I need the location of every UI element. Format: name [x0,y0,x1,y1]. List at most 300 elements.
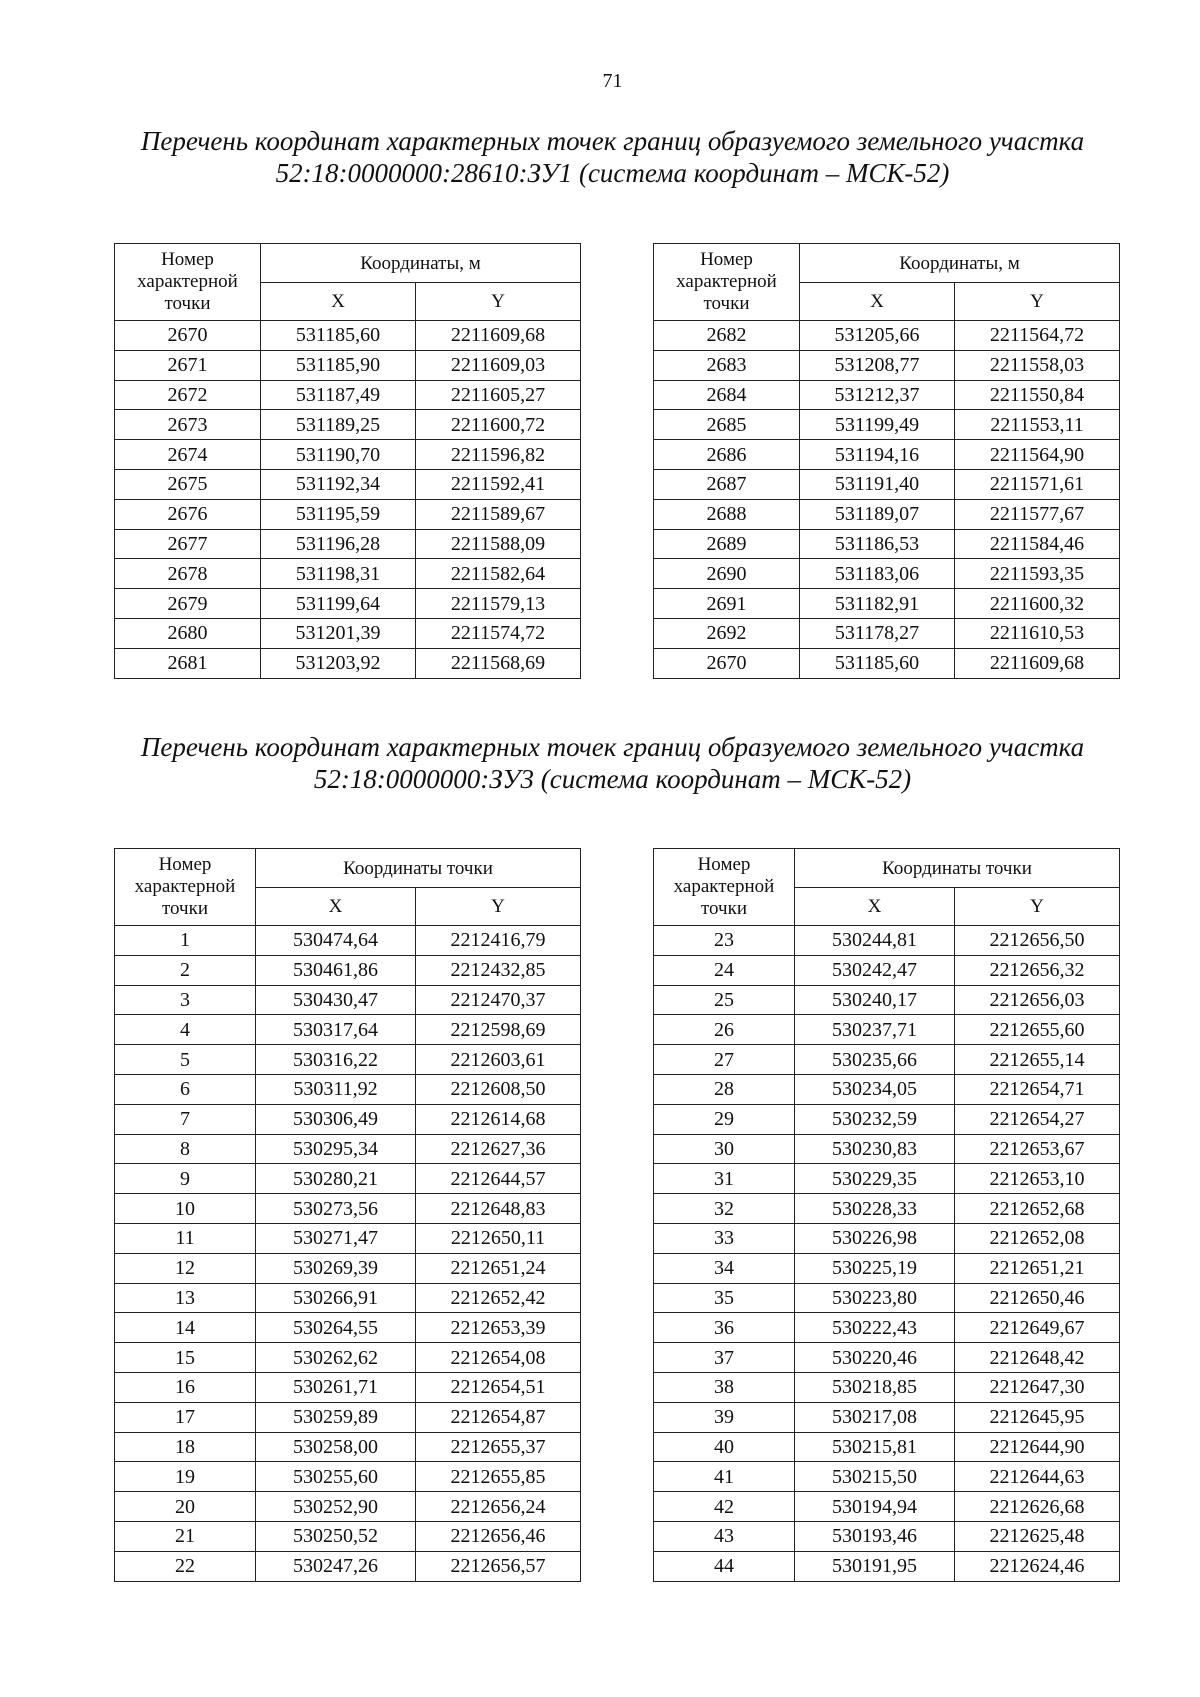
x-cell: 531186,53 [800,529,955,559]
x-cell: 530269,39 [256,1253,416,1283]
x-cell: 531187,49 [261,380,416,410]
y-cell: 2211589,67 [416,499,581,529]
header-x: X [256,888,416,926]
y-cell: 2211588,09 [416,529,581,559]
y-cell: 2212653,39 [416,1313,581,1343]
y-cell: 2212644,63 [955,1462,1120,1492]
point-number-cell: 2689 [654,529,800,559]
y-cell: 2212652,08 [955,1223,1120,1253]
point-number-cell: 17 [115,1402,256,1432]
x-cell: 531196,28 [261,529,416,559]
table-row [654,955,1120,985]
x-cell: 530193,46 [795,1521,955,1551]
y-cell: 2212649,67 [955,1313,1120,1343]
x-cell: 530273,56 [256,1194,416,1224]
table-row [115,1074,581,1104]
x-cell: 530262,62 [256,1343,416,1373]
header-y: Y [416,283,581,321]
point-number-cell: 2683 [654,350,800,380]
point-number-cell: 34 [654,1253,795,1283]
point-number-cell: 10 [115,1194,256,1224]
x-cell: 530252,90 [256,1492,416,1522]
x-cell: 530474,64 [256,926,416,956]
table-row [115,469,581,499]
point-number-cell: 8 [115,1134,256,1164]
point-number-cell: 2678 [115,559,261,589]
y-cell: 2211584,46 [955,529,1120,559]
x-cell: 530261,71 [256,1372,416,1402]
table-row [115,350,581,380]
table-row [654,1372,1120,1402]
point-number-cell: 39 [654,1402,795,1432]
point-number-cell: 44 [654,1551,795,1581]
y-cell: 2212470,37 [416,985,581,1015]
point-number-cell: 30 [654,1134,795,1164]
y-cell: 2212625,48 [955,1521,1120,1551]
y-cell: 2212656,03 [955,985,1120,1015]
point-number-cell: 31 [654,1164,795,1194]
x-cell: 530229,35 [795,1164,955,1194]
y-cell: 2212598,69 [416,1015,581,1045]
y-cell: 2212624,46 [955,1551,1120,1581]
table-row [654,1492,1120,1522]
y-cell: 2211593,35 [955,559,1120,589]
y-cell: 2212603,61 [416,1045,581,1075]
point-number-cell: 2682 [654,321,800,351]
point-number-cell: 27 [654,1045,795,1075]
table-row [654,1521,1120,1551]
table-row [654,1432,1120,1462]
y-cell: 2212656,57 [416,1551,581,1581]
x-cell: 530218,85 [795,1372,955,1402]
x-cell: 530237,71 [795,1015,955,1045]
table-row [115,1551,581,1581]
table-row [115,1462,581,1492]
x-cell: 531182,91 [800,589,955,619]
x-cell: 530316,22 [256,1045,416,1075]
table-row [654,1074,1120,1104]
table-row [654,499,1120,529]
table-row [654,1104,1120,1134]
point-number-cell: 43 [654,1521,795,1551]
x-cell: 531192,34 [261,469,416,499]
y-cell: 2212644,57 [416,1164,581,1194]
table-row [654,618,1120,648]
point-number-cell: 2690 [654,559,800,589]
table-row [654,1223,1120,1253]
table-row [654,321,1120,351]
point-number-cell: 2675 [115,469,261,499]
point-number-cell: 42 [654,1492,795,1522]
point-number-cell: 28 [654,1074,795,1104]
point-number-cell: 2684 [654,380,800,410]
y-cell: 2211609,03 [416,350,581,380]
x-cell: 531183,06 [800,559,955,589]
point-number-cell: 2686 [654,440,800,470]
y-cell: 2212645,95 [955,1402,1120,1432]
x-cell: 530240,17 [795,985,955,1015]
x-cell: 531212,37 [800,380,955,410]
table-row [115,1045,581,1075]
x-cell: 531195,59 [261,499,416,529]
header-x: X [795,888,955,926]
table-row [654,1343,1120,1373]
table-row [654,529,1120,559]
x-cell: 531201,39 [261,618,416,648]
y-cell: 2212656,50 [955,926,1120,956]
coords-table-2-right [653,848,1120,1582]
point-number-cell: 21 [115,1521,256,1551]
table-row [654,1164,1120,1194]
x-cell: 530226,98 [795,1223,955,1253]
header-point-number: Номер характерной точки [654,849,795,926]
table-row [654,440,1120,470]
x-cell: 530280,21 [256,1164,416,1194]
point-number-cell: 12 [115,1253,256,1283]
y-cell: 2212644,90 [955,1432,1120,1462]
point-number-cell: 6 [115,1074,256,1104]
point-number-cell: 14 [115,1313,256,1343]
table-row [115,1313,581,1343]
point-number-cell: 2670 [115,321,261,351]
point-number-cell: 15 [115,1343,256,1373]
table-row [115,410,581,440]
table-row [115,1134,581,1164]
y-cell: 2211605,27 [416,380,581,410]
y-cell: 2212656,46 [416,1521,581,1551]
table-row [654,926,1120,956]
x-cell: 531203,92 [261,648,416,678]
table-row [115,1432,581,1462]
table-body [115,321,581,679]
x-cell: 530306,49 [256,1104,416,1134]
x-cell: 530223,80 [795,1283,955,1313]
x-cell: 530194,94 [795,1492,955,1522]
table-row [654,1402,1120,1432]
header-y: Y [416,888,581,926]
coords-table-1-left [114,243,581,679]
y-cell: 2212648,42 [955,1343,1120,1373]
table-row [115,589,581,619]
y-cell: 2212655,37 [416,1432,581,1462]
table-row [654,559,1120,589]
header-point-number: Номер характерной точки [654,244,800,321]
point-number-cell: 32 [654,1194,795,1224]
point-number-cell: 7 [115,1104,256,1134]
y-cell: 2212652,68 [955,1194,1120,1224]
point-number-cell: 4 [115,1015,256,1045]
y-cell: 2211577,67 [955,499,1120,529]
table-row [115,618,581,648]
x-cell: 530295,34 [256,1134,416,1164]
point-number-cell: 2691 [654,589,800,619]
y-cell: 2212626,68 [955,1492,1120,1522]
table-row [115,926,581,956]
table-row [115,1015,581,1045]
y-cell: 2211571,61 [955,469,1120,499]
y-cell: 2211579,13 [416,589,581,619]
x-cell: 530250,52 [256,1521,416,1551]
table-body [115,926,581,1582]
point-number-cell: 2679 [115,589,261,619]
point-number-cell: 2672 [115,380,261,410]
section-title-2-line-1: Перечень координат характерных точек границ образуемого земельного участка [140,732,1085,762]
table-row [115,529,581,559]
x-cell: 530259,89 [256,1402,416,1432]
point-number-cell: 2670 [654,648,800,678]
x-cell: 531208,77 [800,350,955,380]
y-cell: 2212653,10 [955,1164,1120,1194]
section-title-2-line-2: 52:18:0000000:ЗУ3 (система координат – МСК-52) [313,764,912,794]
y-cell: 2212654,51 [416,1372,581,1402]
x-cell: 530430,47 [256,985,416,1015]
section-title-2 [0,731,1200,795]
x-cell: 530234,05 [795,1074,955,1104]
y-cell: 2211609,68 [416,321,581,351]
table-row [115,440,581,470]
table-row [115,1492,581,1522]
y-cell: 2212655,60 [955,1015,1120,1045]
x-cell: 531194,16 [800,440,955,470]
section-title-1-line-2: 52:18:0000000:28610:ЗУ1 (система координат – МСК-52) [275,158,950,188]
x-cell: 530215,50 [795,1462,955,1492]
table-row [654,410,1120,440]
point-number-cell: 2674 [115,440,261,470]
y-cell: 2211558,03 [955,350,1120,380]
x-cell: 530242,47 [795,955,955,985]
y-cell: 2212655,85 [416,1462,581,1492]
y-cell: 2211564,90 [955,440,1120,470]
x-cell: 530222,43 [795,1313,955,1343]
x-cell: 530317,64 [256,1015,416,1045]
point-number-cell: 24 [654,955,795,985]
y-cell: 2211568,69 [416,648,581,678]
y-cell: 2212655,14 [955,1045,1120,1075]
section-title-1-line-1: Перечень координат характерных точек границ образуемого земельного участка [140,126,1085,156]
point-number-cell: 33 [654,1223,795,1253]
table-row [654,1283,1120,1313]
point-number-cell: 2688 [654,499,800,529]
y-cell: 2212656,32 [955,955,1120,985]
x-cell: 530255,60 [256,1462,416,1492]
y-cell: 2211550,84 [955,380,1120,410]
y-cell: 2212650,11 [416,1223,581,1253]
y-cell: 2212650,46 [955,1283,1120,1313]
y-cell: 2212651,21 [955,1253,1120,1283]
point-number-cell: 20 [115,1492,256,1522]
y-cell: 2212432,85 [416,955,581,985]
point-number-cell: 1 [115,926,256,956]
x-cell: 531198,31 [261,559,416,589]
point-number-cell: 29 [654,1104,795,1134]
y-cell: 2211610,53 [955,618,1120,648]
table-row [654,1313,1120,1343]
x-cell: 530461,86 [256,955,416,985]
point-number-cell: 2673 [115,410,261,440]
y-cell: 2212627,36 [416,1134,581,1164]
section-title-1 [0,125,1200,189]
x-cell: 530264,55 [256,1313,416,1343]
x-cell: 531185,60 [261,321,416,351]
y-cell: 2212654,08 [416,1343,581,1373]
point-number-cell: 2692 [654,618,800,648]
y-cell: 2212656,24 [416,1492,581,1522]
point-number-cell: 2681 [115,648,261,678]
point-number-cell: 26 [654,1015,795,1045]
y-cell: 2212654,27 [955,1104,1120,1134]
x-cell: 530258,00 [256,1432,416,1462]
point-number-cell: 36 [654,1313,795,1343]
point-number-cell: 35 [654,1283,795,1313]
x-cell: 530244,81 [795,926,955,956]
table-row [115,1253,581,1283]
table-row [115,985,581,1015]
table-row [115,499,581,529]
table-row [115,380,581,410]
y-cell: 2211609,68 [955,648,1120,678]
table-row [654,1134,1120,1164]
y-cell: 2212608,50 [416,1074,581,1104]
y-cell: 2211574,72 [416,618,581,648]
point-number-cell: 18 [115,1432,256,1462]
x-cell: 530311,92 [256,1074,416,1104]
y-cell: 2212416,79 [416,926,581,956]
x-cell: 530217,08 [795,1402,955,1432]
point-number-cell: 13 [115,1283,256,1313]
header-x: X [800,283,955,321]
point-number-cell: 2671 [115,350,261,380]
table-row [654,1015,1120,1045]
header-coordinates: Координаты точки [256,849,581,888]
header-coordinates: Координаты, м [261,244,581,283]
point-number-cell: 9 [115,1164,256,1194]
table-body [654,926,1120,1582]
y-cell: 2212654,87 [416,1402,581,1432]
x-cell: 530225,19 [795,1253,955,1283]
point-number-cell: 19 [115,1462,256,1492]
x-cell: 530266,91 [256,1283,416,1313]
table-row [115,1402,581,1432]
y-cell: 2211596,82 [416,440,581,470]
point-number-cell: 2687 [654,469,800,499]
table-row [115,1343,581,1373]
x-cell: 531199,49 [800,410,955,440]
page-number: 71 [602,70,623,92]
header-x: X [261,283,416,321]
x-cell: 531191,40 [800,469,955,499]
point-number-cell: 22 [115,1551,256,1581]
table-row [654,1045,1120,1075]
x-cell: 531199,64 [261,589,416,619]
y-cell: 2212647,30 [955,1372,1120,1402]
table-row [115,648,581,678]
x-cell: 530215,81 [795,1432,955,1462]
point-number-cell: 2 [115,955,256,985]
header-y: Y [955,283,1120,321]
table-row [115,1372,581,1402]
point-number-cell: 37 [654,1343,795,1373]
table-row [654,469,1120,499]
table-row [115,1104,581,1134]
x-cell: 531185,60 [800,648,955,678]
header-coordinates: Координаты точки [795,849,1120,888]
x-cell: 530230,83 [795,1134,955,1164]
y-cell: 2211564,72 [955,321,1120,351]
x-cell: 530220,46 [795,1343,955,1373]
x-cell: 530271,47 [256,1223,416,1253]
table-row [654,985,1120,1015]
header-point-number: Номер характерной точки [115,849,256,926]
y-cell: 2211592,41 [416,469,581,499]
x-cell: 530235,66 [795,1045,955,1075]
header-coordinates: Координаты, м [800,244,1120,283]
x-cell: 531189,07 [800,499,955,529]
x-cell: 530228,33 [795,1194,955,1224]
point-number-cell: 41 [654,1462,795,1492]
point-number-cell: 16 [115,1372,256,1402]
y-cell: 2212652,42 [416,1283,581,1313]
y-cell: 2211600,72 [416,410,581,440]
header-y: Y [955,888,1120,926]
table-row [115,321,581,351]
table-row [654,1551,1120,1581]
coords-table-2-left [114,848,581,1582]
table-row [654,1462,1120,1492]
y-cell: 2211600,32 [955,589,1120,619]
x-cell: 531185,90 [261,350,416,380]
table-row [115,559,581,589]
point-number-cell: 2680 [115,618,261,648]
x-cell: 530232,59 [795,1104,955,1134]
y-cell: 2211582,64 [416,559,581,589]
header-point-number: Номер характерной точки [115,244,261,321]
point-number-cell: 23 [654,926,795,956]
x-cell: 531189,25 [261,410,416,440]
table-row [115,1521,581,1551]
y-cell: 2212651,24 [416,1253,581,1283]
point-number-cell: 25 [654,985,795,1015]
table-row [654,350,1120,380]
x-cell: 530247,26 [256,1551,416,1581]
y-cell: 2212648,83 [416,1194,581,1224]
point-number-cell: 11 [115,1223,256,1253]
y-cell: 2212614,68 [416,1104,581,1134]
table-row [115,1223,581,1253]
point-number-cell: 2676 [115,499,261,529]
table-row [115,1194,581,1224]
coords-table-1-right [653,243,1120,679]
point-number-cell: 40 [654,1432,795,1462]
table-row [654,1194,1120,1224]
table-row [115,1164,581,1194]
table-row [115,955,581,985]
x-cell: 530191,95 [795,1551,955,1581]
table-row [115,1283,581,1313]
table-row [654,380,1120,410]
point-number-cell: 38 [654,1372,795,1402]
point-number-cell: 5 [115,1045,256,1075]
table-row [654,648,1120,678]
x-cell: 531190,70 [261,440,416,470]
point-number-cell: 2685 [654,410,800,440]
table-row [654,1253,1120,1283]
y-cell: 2212654,71 [955,1074,1120,1104]
y-cell: 2212653,67 [955,1134,1120,1164]
y-cell: 2211553,11 [955,410,1120,440]
x-cell: 531205,66 [800,321,955,351]
x-cell: 531178,27 [800,618,955,648]
table-body [654,321,1120,679]
